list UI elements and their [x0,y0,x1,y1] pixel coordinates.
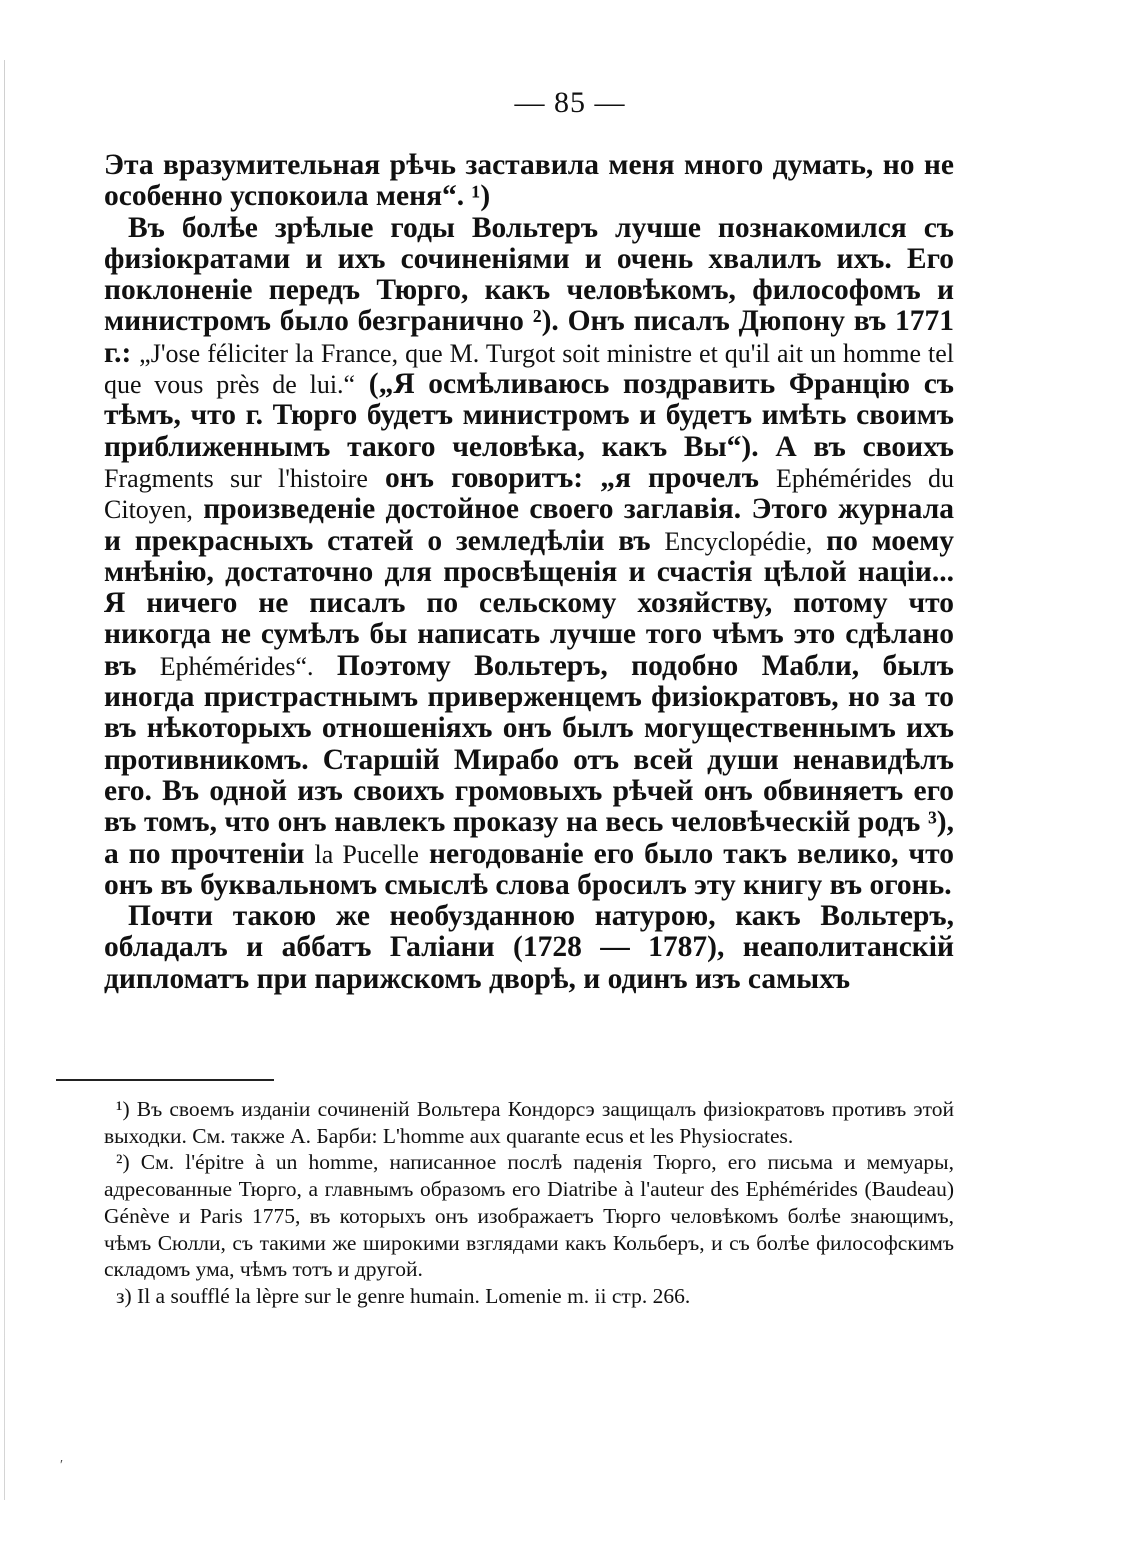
scan-edge-line [4,60,5,1500]
paragraph-1: Эта вразумительная рѣчь заставила меня много думать, но не особенно успокоила меня“. ¹) [104,149,954,213]
french-quote: „J'ose féliciter la France, que M. Turgot soit ministre et qu'il ait un homme tel que vous près de lui.“ [104,338,954,400]
footnote-marker: з) [116,1283,132,1308]
stray-ink-mark: ′ [60,1458,64,1473]
title-encyclopedie: Encyclopédie, [664,526,813,556]
paragraph-2 [104,213,954,902]
title-fragments: Fragments sur l'histoire [104,463,368,493]
footnote-3 [104,1283,954,1310]
footnote-text: Въ своемъ изданіи сочиненій Вольтера Кондорсэ защищалъ физіократовъ противъ этой выходки. См. также А. Барби: L'homme aux quarante ecus et les Physiocrates. [104,1097,954,1148]
title-ephemerides-citoyen: Ephémérides du Citoyen, [104,463,955,525]
paragraph-2-part-5: по моему мнѣнію, достаточно для просвѣщенія и счастія цѣлой націи... Я ничего не писалъ по сельскому хозяйству, потому что никогда не сумѣлъ бы написать лучше того чѣмъ это сдѣлано въ [104,524,954,682]
footnote-separator [56,1079,274,1081]
footnote-1 [104,1096,954,1149]
paragraph-2-part-1: Въ болѣе зрѣлые годы Вольтеръ лучше познакомился съ физіократами и ихъ сочиненіями и очень хвалилъ ихъ. Его поклоненіе передъ Тюрго, какъ человѣкомъ, философомъ и министромъ было безгранично ²). Онъ писалъ Дюпону въ 1771 г.: [104,211,954,369]
footnote-marker: ¹) [116,1097,130,1121]
paragraph-2-part-7: негодованіе его было такъ велико, что онъ въ буквальномъ смыслѣ слова бросилъ эту книгу въ огонь. [104,837,954,901]
paragraph-2-part-3: онъ говоритъ: „я прочелъ [367,461,777,494]
footnote-text: См. l'épitre à un homme, написанное послѣ паденія Тюрго, его письма и мемуары, адресованные Тюрго, а главнымъ образомъ его Diatribe à l'auteur des Ephémérides (Baudeau) Génève и Paris 1775, въ которыхъ онъ изображаетъ Тюрго человѣкомъ болѣе знающимъ, чѣмъ Сюлли, съ такими же широкими взглядами какъ Кольберъ, и съ болѣе философскимъ складомъ ума, чѣмъ тотъ и другой. [104,1150,954,1282]
title-ephemerides: Ephémérides“. [159,651,314,681]
paragraph-3: Почти такою же необузданною натурою, какъ Вольтеръ, обладалъ и аббатъ Галіани (1728 — 1787), неаполитанскій дипломатъ при парижскомъ дворѣ, и одинъ изъ самыхъ [104,900,954,995]
paragraph-2-part-4: произведеніе достойное своего заглавія. Этого журнала и прекрасныхъ статей о земледѣліи въ [104,493,954,557]
footnote-marker: ²) [116,1150,130,1175]
footnote-text: Il a soufflé la lèpre sur le genre humain. Lomenie m. ii стр. 266. [137,1283,691,1308]
paragraph-2-part-2: („Я осмѣливаюсь поздравить Францію съ тѣмъ, что г. Тюрго будетъ министромъ и будетъ имѣть своимъ приближеннымъ такого человѣка, какъ Вы“). А въ своихъ [104,368,954,463]
footnote-2 [104,1149,954,1283]
paragraph-2-part-6: Поэтому Вольтеръ, подобно Мабли, былъ иногда пристрастнымъ приверженцемъ физіократовъ, но за то въ нѣкоторыхъ отношеніяхъ онъ былъ могущественнымъ ихъ противникомъ. Старшій Мирабо отъ всей души ненавидѣлъ его. Въ одной изъ своихъ громовыхъ рѣчей онъ обвиняетъ его въ томъ, что онъ навлекъ проказу на весь человѣческій родъ ³), а по прочтеніи [104,649,954,870]
title-la-pucelle: la Pucelle [314,839,419,869]
main-text [104,150,954,995]
page-number: — 85 — [514,86,626,119]
footnotes [104,1096,954,1310]
